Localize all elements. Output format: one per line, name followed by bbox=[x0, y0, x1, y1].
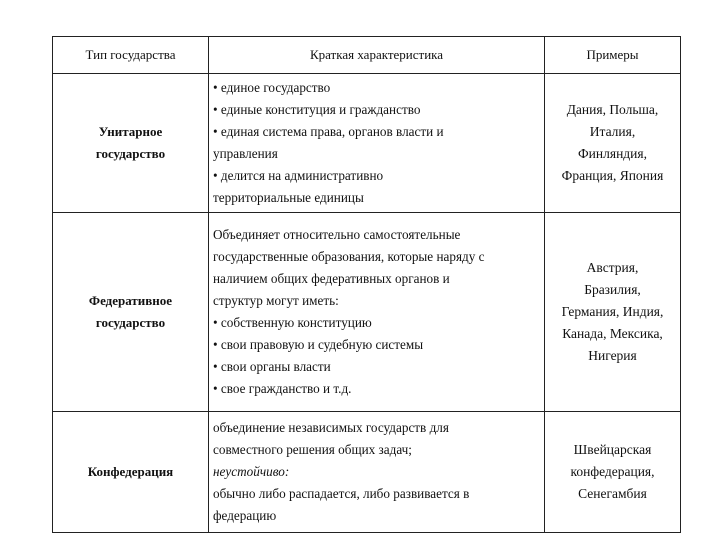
header-description: Краткая характеристика bbox=[209, 37, 545, 74]
type-line: Конфедерация bbox=[87, 464, 174, 479]
description-line: • единая система права, органов власти и bbox=[213, 124, 444, 139]
description-line: объединение независимых государств для bbox=[213, 420, 449, 435]
type-line: Федеративное bbox=[88, 293, 173, 308]
description-line: • свои органы власти bbox=[213, 359, 331, 374]
description-cell bbox=[209, 213, 545, 412]
example-line: Канада, Мексика, bbox=[562, 326, 663, 341]
description-line: государственные образования, которые наряду с bbox=[213, 249, 485, 264]
table-row-unitary bbox=[53, 74, 681, 213]
example-line: Франция, Япония bbox=[561, 168, 664, 183]
description-cell bbox=[209, 74, 545, 213]
type-line: Унитарное bbox=[98, 124, 163, 139]
example-line: Дания, Польша, bbox=[566, 102, 659, 117]
type-cell bbox=[53, 412, 209, 533]
description-line-italic: неустойчиво: bbox=[213, 464, 290, 479]
description-line: обычно либо распадается, либо развивается в bbox=[213, 486, 470, 501]
description-cell bbox=[209, 412, 545, 533]
description-line: • единые конституция и гражданство bbox=[213, 102, 421, 117]
example-line: Швейцарская bbox=[573, 442, 652, 457]
header-type: Тип государства bbox=[53, 37, 209, 74]
description-line: совместного решения общих задач; bbox=[213, 442, 412, 457]
example-line: конфедерация, bbox=[570, 464, 655, 479]
examples-cell bbox=[545, 412, 681, 533]
example-line: Финляндия, bbox=[578, 146, 647, 161]
example-line: Бразилия, bbox=[584, 282, 641, 297]
description-line: федерацию bbox=[213, 508, 277, 523]
description-line: наличием общих федеративных органов и bbox=[213, 271, 450, 286]
example-line: Австрия, bbox=[586, 260, 639, 275]
table-row-confederation bbox=[53, 412, 681, 533]
examples-cell bbox=[545, 213, 681, 412]
example-line: Германия, Индия, bbox=[561, 304, 664, 319]
example-line: Нигерия bbox=[588, 348, 637, 363]
description-line: структур могут иметь: bbox=[213, 293, 339, 308]
type-cell bbox=[53, 74, 209, 213]
description-line: • свое гражданство и т.д. bbox=[213, 381, 352, 396]
type-cell bbox=[53, 213, 209, 412]
description-line: Объединяет относительно самостоятельные bbox=[213, 227, 461, 242]
example-line: Сенегамбия bbox=[578, 486, 647, 501]
description-line: • единое государство bbox=[213, 80, 331, 95]
description-line: • собственную конституцию bbox=[213, 315, 372, 330]
type-line: государство bbox=[95, 146, 166, 161]
example-line: Италия, bbox=[589, 124, 636, 139]
description-line: • делится на административно bbox=[213, 168, 384, 183]
type-line: государство bbox=[95, 315, 166, 330]
description-line: управления bbox=[213, 146, 278, 161]
table-row-federal bbox=[53, 213, 681, 412]
state-types-table bbox=[52, 36, 681, 533]
examples-cell bbox=[545, 74, 681, 213]
header-row bbox=[53, 37, 681, 74]
description-line: территориальные единицы bbox=[213, 190, 364, 205]
header-examples: Примеры bbox=[545, 37, 681, 74]
description-line: • свои правовую и судебную системы bbox=[213, 337, 424, 352]
